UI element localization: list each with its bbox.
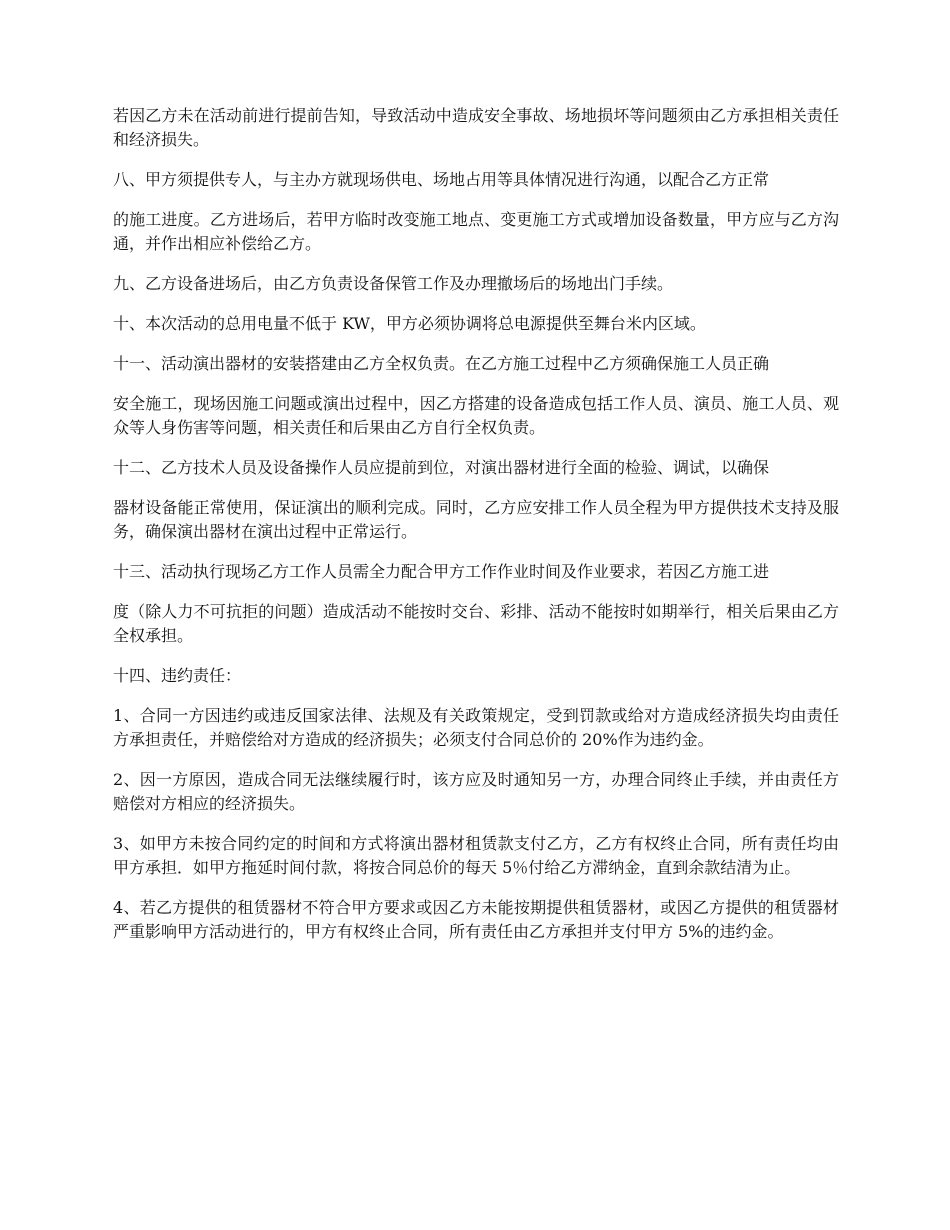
paragraph-clause-12-continued: 器材设备能正常使用，保证演出的顺利完成。同时，乙方应安排工作人员全程为甲方提供技术支持及服务，确保演出器材在演出过程中正常运行。 [113,498,839,541]
paragraph-clause-13: 十三、活动执行现场乙方工作人员需全力配合甲方工作作业时间及作业要求，若因乙方施工进 [113,562,770,581]
paragraph-clause-11: 十一、活动演出器材的安装搭建由乙方全权负责。在乙方施工过程中乙方须确保施工人员正确 [113,354,770,373]
paragraph-breach-item-3: 3、如甲方未按合同约定的时间和方式将演出器材租赁款支付乙方，乙方有权终止合同，所有责任均由甲方承担．如甲方拖延时间付款，将按合同总价的每天 5％付给乙方滞纳金，直到余款结清为止。 [113,834,839,877]
paragraph-breach-item-1: 1、合同一方因违约或违反国家法律、法规及有关政策规定，受到罚款或给对方造成经济损失均由责任方承担责任，并赔偿给对方造成的经济损失；必须支付合同总价的 20%作为违约金。 [113,706,839,749]
paragraph-clause-12: 十二、乙方技术人员及设备操作人员应提前到位，对演出器材进行全面的检验、调试，以确保 [113,458,770,477]
section-heading-breach-liability: 十四、违约责任： [113,666,242,685]
paragraph-liability-notice: 若因乙方未在活动前进行提前告知，导致活动中造成安全事故、场地损坏等问题须由乙方承担相关责任和经济损失。 [113,106,839,149]
paragraph-clause-9: 九、乙方设备进场后，由乙方负责设备保管工作及办理撤场后的场地出门手续。 [113,274,674,293]
paragraph-breach-item-2: 2、因一方原因，造成合同无法继续履行时，该方应及时通知另一方，办理合同终止手续，并由责任方赔偿对方相应的经济损失。 [113,770,839,813]
paragraph-clause-13-continued: 度（除人力不可抗拒的问题）造成活动不能按时交台、彩排、活动不能按时如期举行，相关后果由乙方全权承担。 [113,602,839,645]
document-page [113,104,839,960]
paragraph-clause-10: 十、本次活动的总用电量不低于 KW，甲方必须协调将总电源提供至舞台米内区域。 [113,314,706,333]
paragraph-clause-11-continued: 安全施工，现场因施工问题或演出过程中，因乙方搭建的设备造成包括工作人员、演员、施工人员、观众等人身伤害等问题，相关责任和后果由乙方自行全权负责。 [113,394,839,437]
paragraph-breach-item-4: 4、若乙方提供的租赁器材不符合甲方要求或因乙方未能按期提供租赁器材，或因乙方提供的租赁器材严重影响甲方活动进行的，甲方有权终止合同，所有责任由乙方承担并支付甲方 5%的违约金。 [113,898,839,941]
paragraph-clause-8-continued: 的施工进度。乙方进场后，若甲方临时改变施工地点、变更施工方式或增加设备数量，甲方应与乙方沟通，并作出相应补偿给乙方。 [113,210,839,253]
paragraph-clause-8: 八、甲方须提供专人，与主办方就现场供电、场地占用等具体情况进行沟通，以配合乙方正常 [113,170,770,189]
